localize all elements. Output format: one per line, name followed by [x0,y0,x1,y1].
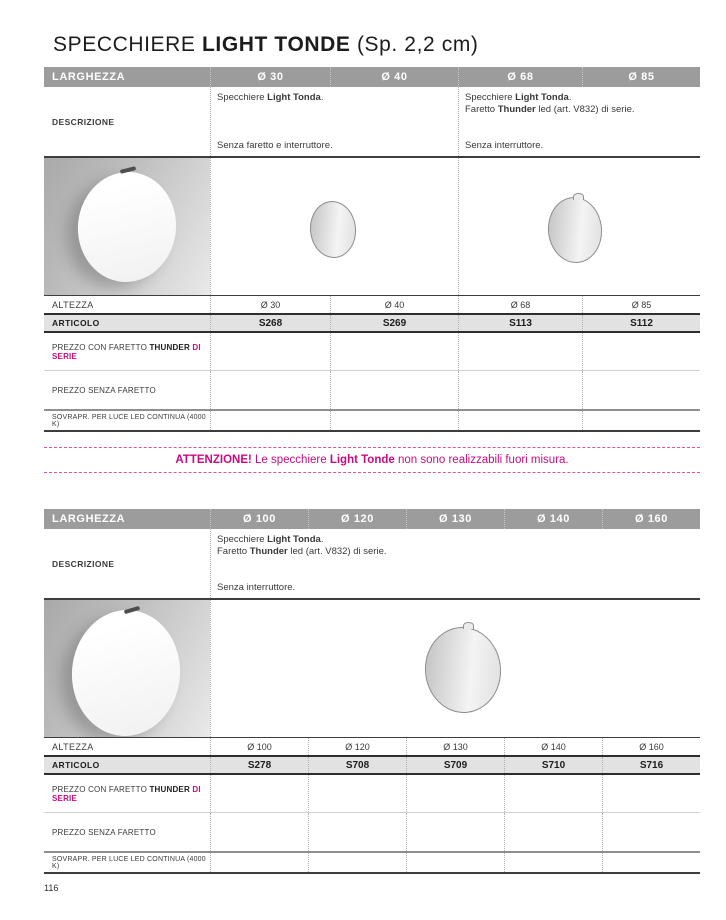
table-large-sizes [44,509,700,874]
table2-header-row [44,509,700,529]
sovrapprezzo-label [44,853,210,872]
price-faretto-text [52,343,210,361]
articolo-label: ARTICOLO [52,760,100,770]
price-senza-text: PREZZO SENZA FARETTO [52,385,156,395]
price-cell-empty [504,775,602,812]
table1-header-row [44,67,700,87]
price-cell-empty [330,333,458,370]
articolo-s268: S268 [210,315,330,331]
table2-sovrapprezzo-row [44,851,700,874]
price-cell-empty [308,813,406,851]
price-cell-empty [210,775,308,812]
altezza-label [44,738,210,755]
header-col-d120: Ø 120 [308,509,406,529]
spacer [44,473,700,509]
desc2-bottom: Senza interruttore. [465,140,544,151]
mirror-drawing-large [421,624,504,716]
page-number: 116 [44,883,59,893]
t2-desc-line1-suffix: . [320,534,324,545]
articolo-s269: S269 [330,315,458,331]
t2-desc-line2-bold: Thunder [249,546,288,557]
price-cell-empty [602,813,700,851]
price-faretto-highlight: DI SERIE [52,784,201,803]
price-cell-empty [210,411,330,430]
desc1-line1-suffix: . [320,92,324,103]
table1-price-senza-row [44,371,700,409]
table2-description-row [44,529,700,600]
altezza-text: ALTEZZA [52,741,94,752]
table1-sovrapprezzo-row [44,409,700,432]
desc2-line1-bold: Light Tonda [515,92,569,103]
header-larghezza: LARGHEZZA [52,513,126,525]
altezza-d68: Ø 68 [458,296,582,313]
price-cell-empty [458,333,582,370]
altezza-d30: Ø 30 [210,296,330,313]
mirror-photo-small [44,158,210,295]
mirror-drawing-d68-85 [545,195,605,265]
price-faretto-prefix: PREZZO CON FARETTO [52,784,150,794]
table1-drawing-cell-1 [210,158,458,295]
price-cell-empty [330,411,458,430]
desc1-line1-prefix: Specchiere [217,92,268,103]
header-col-d40: Ø 40 [330,67,458,87]
attention-banner [44,447,700,473]
desc1-top [217,92,452,104]
articolo-s278: S278 [210,757,308,773]
desc2-line2-suffix: led (art. V832) di serie. [535,104,635,115]
price-faretto-highlight: DI SERIE [52,342,201,361]
price-cell-empty [602,853,700,872]
table2-image-row [44,600,700,738]
price-senza-label [44,813,210,851]
price-cell-empty [406,853,504,872]
header-col-d85: Ø 85 [582,67,700,87]
header-col-d160: Ø 160 [602,509,700,529]
descrizione-text: DESCRIZIONE [52,558,115,569]
price-cell-empty [210,853,308,872]
t2-desc-line1-prefix: Specchiere [217,534,268,545]
price-cell-empty [210,371,330,409]
price-senza-label [44,371,210,409]
price-cell-empty [458,371,582,409]
price-faretto-bold: THUNDER [149,784,190,794]
photo-mirror-shape [73,167,182,287]
table2-altezza-row [44,738,700,755]
catalog-page [44,0,700,893]
attention-bold: ATTENZIONE! [175,454,252,466]
price-cell-empty [210,813,308,851]
articolo-s716: S716 [602,757,700,773]
title-product-name: LIGHT TONDE [201,33,351,56]
table1-price-faretto-row [44,333,700,371]
price-cell-empty [504,853,602,872]
price-cell-empty [582,411,700,430]
attention-product: Light Tonde [329,454,395,466]
header-larghezza: LARGHEZZA [52,71,126,83]
page-title [53,33,700,57]
table1-description-row [44,87,700,158]
price-faretto-label [44,333,210,370]
desc1-bottom: Senza faretto e interruttore. [217,140,333,151]
articolo-s708: S708 [308,757,406,773]
table2-desc [210,529,700,598]
articolo-s710: S710 [504,757,602,773]
price-cell-empty [406,813,504,851]
desc2-top [465,92,694,116]
articolo-s113: S113 [458,315,582,331]
sovrapprezzo-label [44,411,210,430]
table2-price-faretto-row [44,775,700,813]
table1-desc-group1 [210,87,458,156]
altezza-d100: Ø 100 [210,738,308,755]
table2-articolo-row [44,755,700,775]
t2-desc-line1 [217,534,694,546]
sovrapprezzo-text: SOVRAPR. PER LUCE LED CONTINUA (4000 K) [52,413,206,428]
price-faretto-text [52,785,210,803]
table2-drawing-cell [210,600,700,737]
altezza-d140: Ø 140 [504,738,602,755]
attention-mid: Le specchiere [251,454,330,466]
price-senza-text: PREZZO SENZA FARETTO [52,827,156,837]
price-cell-empty [582,333,700,370]
title-prefix: SPECCHIERE [53,33,202,56]
attention-end: non sono realizzabili fuori misura. [394,454,569,466]
header-col-d30: Ø 30 [210,67,330,87]
altezza-d120: Ø 120 [308,738,406,755]
t2-desc-line2-prefix: Faretto [217,546,250,557]
table1-drawing-cell-2 [458,158,700,295]
desc2-line2-prefix: Faretto [465,104,498,115]
descrizione-label [44,87,210,156]
table1-image-row [44,158,700,296]
sovrapprezzo-text: SOVRAPR. PER LUCE LED CONTINUA (4000 K) [52,855,206,870]
descrizione-text: DESCRIZIONE [52,116,115,127]
desc2-line2 [465,104,694,116]
header-col-d68: Ø 68 [458,67,582,87]
altezza-d40: Ø 40 [330,296,458,313]
table1-desc-group2 [458,87,700,156]
t2-desc-line1-bold: Light Tonda [267,534,321,545]
t2-desc-top [217,534,694,558]
desc1-line1-bold: Light Tonda [267,92,321,103]
t2-desc-bottom: Senza interruttore. [217,582,296,593]
descrizione-label [44,529,210,598]
price-cell-empty [210,333,330,370]
price-cell-empty [406,775,504,812]
price-cell-empty [582,371,700,409]
altezza-label [44,296,210,313]
table2-price-senza-row [44,813,700,851]
header-col-d140: Ø 140 [504,509,602,529]
altezza-d130: Ø 130 [406,738,504,755]
photo-mirror-shape [68,606,185,737]
price-cell-empty [330,371,458,409]
price-cell-empty [308,853,406,872]
t2-desc-line2 [217,546,694,558]
desc2-line2-bold: Thunder [497,104,536,115]
desc2-line1-suffix: . [568,92,572,103]
mirror-drawing-d30-40 [308,199,359,260]
header-col-d130: Ø 130 [406,509,504,529]
title-suffix: (Sp. 2,2 cm) [350,33,479,56]
faretto-bump-icon [573,193,584,200]
table1-articolo-row [44,313,700,333]
faretto-bump-icon [463,622,474,629]
altezza-text: ALTEZZA [52,299,94,310]
articolo-s709: S709 [406,757,504,773]
price-cell-empty [602,775,700,812]
header-col-d100: Ø 100 [210,509,308,529]
altezza-d160: Ø 160 [602,738,700,755]
price-faretto-bold: THUNDER [149,342,190,352]
articolo-label: ARTICOLO [52,318,100,328]
desc2-line1-prefix: Specchiere [465,92,516,103]
table1-altezza-row [44,296,700,313]
altezza-d85: Ø 85 [582,296,700,313]
price-cell-empty [308,775,406,812]
price-cell-empty [458,411,582,430]
price-cell-empty [504,813,602,851]
desc2-line1 [465,92,694,104]
mirror-photo-large [44,600,210,737]
articolo-s112: S112 [582,315,700,331]
t2-desc-line2-suffix: led (art. V832) di serie. [287,546,387,557]
price-faretto-prefix: PREZZO CON FARETTO [52,342,150,352]
price-faretto-label [44,775,210,812]
table-small-sizes [44,67,700,432]
